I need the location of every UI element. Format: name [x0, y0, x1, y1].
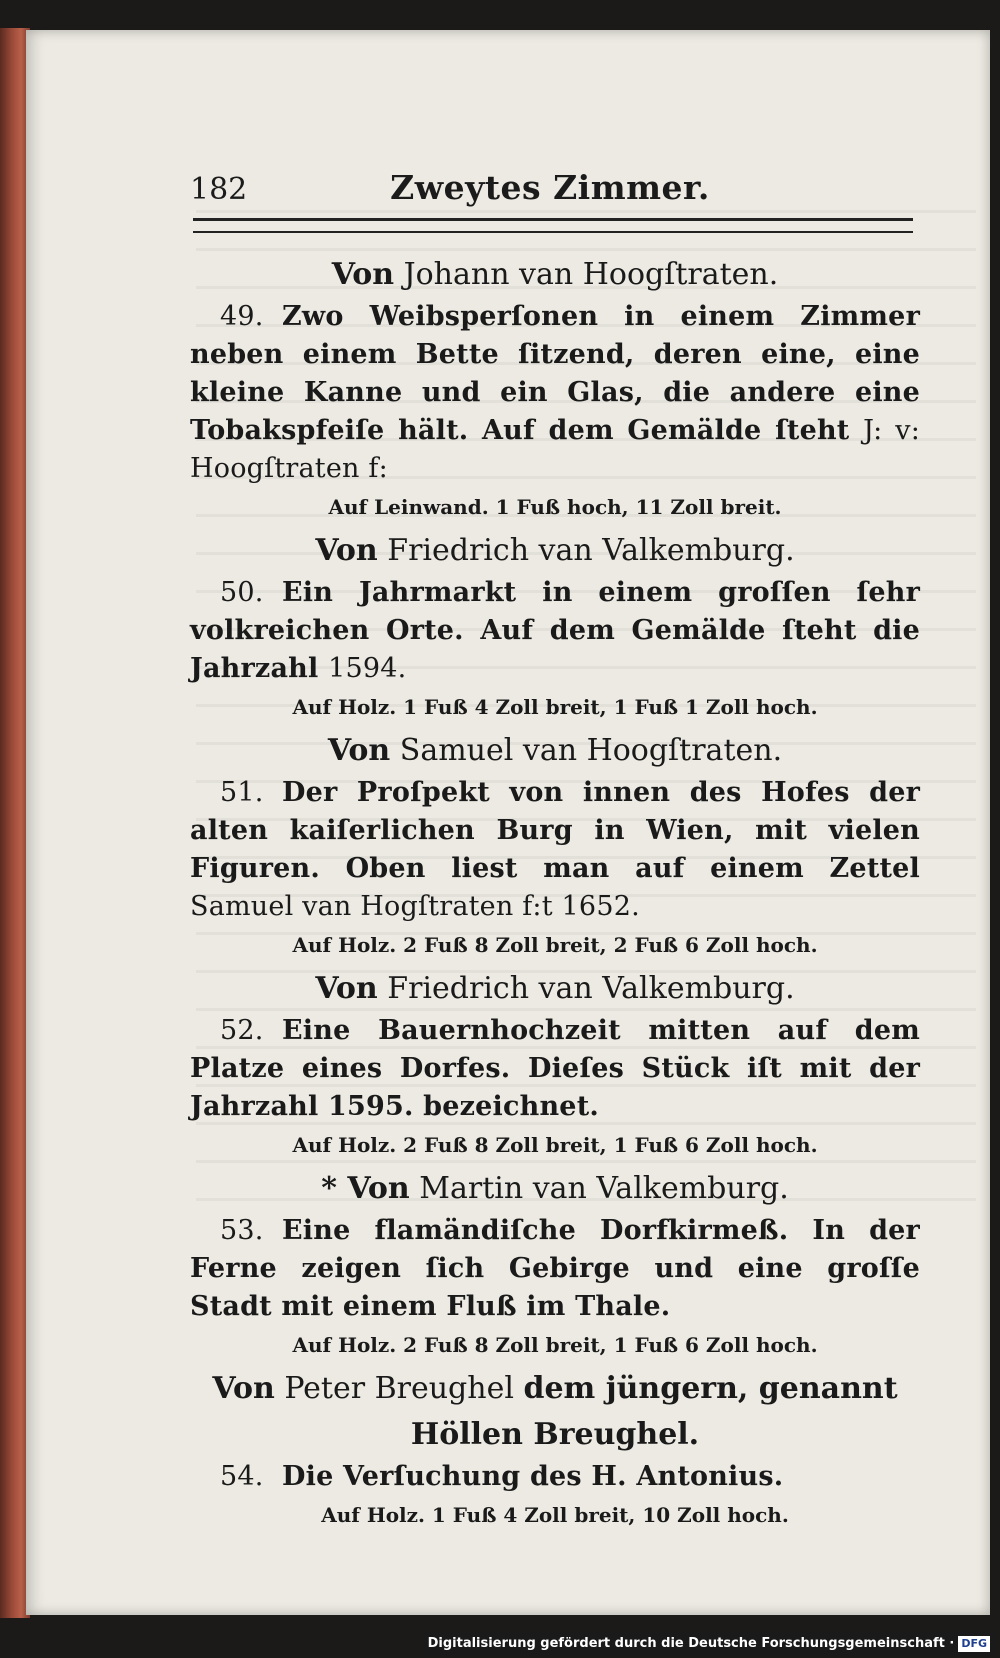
entry-number: 52. — [220, 1015, 264, 1046]
entry-number: 53. — [220, 1215, 264, 1246]
page-number: 182 — [190, 172, 248, 207]
artist-heading: * Von Martin van Valkemburg. — [321, 1171, 789, 1206]
artist-name: Samuel van Hoogſtraten. — [399, 733, 783, 768]
entry-inscription: Samuel van Hogſtraten f:t 1652. — [190, 891, 640, 922]
catalog-section — [190, 966, 920, 1162]
entry-description: Die Verſuchung des H. Antonius. — [282, 1461, 784, 1492]
running-head: Zweytes Zimmer. — [390, 168, 710, 207]
catalog-section — [190, 252, 920, 524]
entry-description: Eine flamändiſche Dorfkirmeß. In der Ferne zeigen ſich Gebirge und eine groſſe Stadt mit einem Fluß im Thale. — [190, 1215, 920, 1322]
catalog-entry — [190, 1458, 920, 1496]
catalog-entry — [190, 1212, 920, 1326]
entry-description: Zwo Weibsperſonen in einem Zimmer neben einem Bette ſitzend, deren eine, eine kleine Kanne und ein Glas, die andere eine Tobakspfeiſe hält. Auf dem Gemälde ſteht — [190, 301, 920, 446]
medium-dimensions: Auf Holz. 2 Fuß 8 Zoll breit, 1 Fuß 6 Zoll hoch. — [292, 1133, 818, 1157]
entry-number: 49. — [220, 301, 264, 332]
entry-number: 54. — [220, 1461, 264, 1492]
entry-inscription: 1594. — [328, 653, 407, 684]
medium-dimensions: Auf Holz. 2 Fuß 8 Zoll breit, 1 Fuß 6 Zoll hoch. — [292, 1333, 818, 1357]
artist-heading: Von Samuel van Hoogſtraten. — [327, 733, 783, 768]
artist-name: Friedrich van Valkemburg. — [387, 971, 795, 1006]
entry-number: 51. — [220, 777, 264, 808]
entry-description: Der Proſpekt von innen des Hofes der alten kaiſerlichen Burg in Wien, mit vielen Figuren. Oben liest man auf einem Zettel — [190, 777, 920, 884]
entry-number: 50. — [220, 577, 264, 608]
entry-description: Eine Bauernhochzeit mitten auf dem Platze eines Dorfes. Dieſes Stück iſt mit der Jahrzahl 1595. bezeichnet. — [190, 1015, 920, 1122]
entry-description: Ein Jahrmarkt in einem groſſen ſehr volkreichen Orte. Auf dem Gemälde ſteht die Jahrzahl — [190, 577, 920, 684]
digitization-credit — [422, 1632, 996, 1656]
dfg-logo: DFG — [958, 1636, 990, 1652]
header-rule — [193, 218, 913, 233]
page-header — [190, 168, 910, 212]
artist-heading: Von Johann van Hoogſtraten. — [331, 257, 779, 292]
catalog-entry — [190, 1012, 920, 1126]
entry-inscription: J: v: Hoogſtraten f: — [190, 415, 920, 484]
medium-dimensions: Auf Holz. 1 Fuß 4 Zoll breit, 10 Zoll hoch. — [321, 1503, 789, 1527]
medium-dimensions: Auf Leinwand. 1 Fuß hoch, 11 Zoll breit. — [328, 495, 782, 519]
medium-dimensions: Auf Holz. 1 Fuß 4 Zoll breit, 1 Fuß 1 Zoll hoch. — [292, 695, 818, 719]
catalog-section — [190, 728, 920, 962]
artist-name: Martin van Valkemburg. — [419, 1171, 789, 1206]
artist-name: Johann van Hoogſtraten. — [403, 257, 779, 292]
catalog-section — [190, 1166, 920, 1362]
artist-epithet: dem jüngern, genannt Höllen Breughel. — [410, 1371, 898, 1452]
catalog-entry — [190, 574, 920, 688]
artist-heading: Von Peter Breughel dem jüngern, genannt Höllen Breughel. — [212, 1371, 898, 1452]
catalog-entry — [190, 774, 920, 926]
credit-text: Digitalisierung gefördert durch die Deutsche Forschungsgemeinschaft · — [427, 1636, 955, 1651]
artist-heading: Von Friedrich van Valkemburg. — [315, 971, 795, 1006]
artist-heading: Von Friedrich van Valkemburg. — [315, 533, 795, 568]
catalog-section — [190, 528, 920, 724]
catalog-entry — [190, 298, 920, 488]
medium-dimensions: Auf Holz. 2 Fuß 8 Zoll breit, 2 Fuß 6 Zoll hoch. — [292, 933, 818, 957]
catalog-section — [190, 1366, 920, 1532]
page-body — [190, 252, 920, 1536]
artist-name: Friedrich van Valkemburg. — [387, 533, 795, 568]
artist-name: Peter Breughel — [284, 1371, 514, 1406]
